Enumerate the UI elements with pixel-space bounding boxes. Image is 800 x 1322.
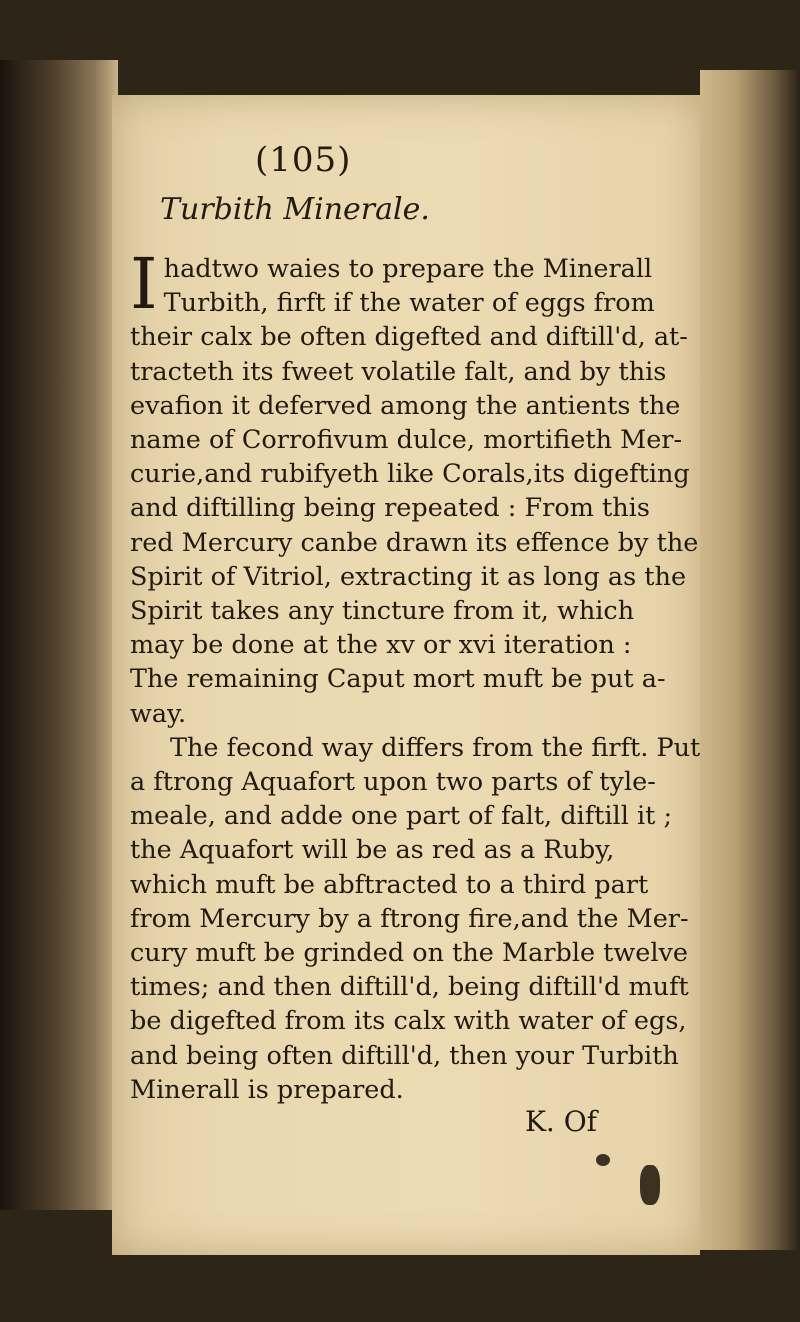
text-line: may be done at the xv or xvi iteration : bbox=[130, 630, 632, 661]
text-line: and diftilling being repeated : From this bbox=[130, 493, 650, 524]
text-line: Minerall is prepared. bbox=[130, 1074, 404, 1105]
right-book-edge bbox=[700, 70, 800, 1250]
text-line: red Mercury canbe drawn its effence by the bbox=[130, 527, 699, 558]
text-line: Turbith, firft if the water of eggs from bbox=[163, 288, 655, 319]
text-line: tracteth its fweet volatile falt, and by this bbox=[130, 356, 667, 387]
text-line: a ftrong Aquafort upon two parts of tyle- bbox=[130, 767, 656, 798]
ink-blot bbox=[640, 1165, 660, 1205]
text-line: The remaining Caput mort muft be put a- bbox=[130, 664, 666, 695]
body-text bbox=[130, 243, 701, 1107]
text-line: and being often diftill'd, then your Turbith bbox=[130, 1040, 679, 1071]
text-line: from Mercury by a ftrong fire,and the Mer- bbox=[130, 903, 689, 934]
catchword: K. Of bbox=[525, 1105, 598, 1138]
text-line: Spirit takes any tincture from it, which bbox=[130, 596, 635, 627]
paragraph-1 bbox=[130, 243, 699, 731]
paragraph-2 bbox=[130, 731, 701, 1107]
text-line: way. bbox=[130, 698, 187, 729]
text-line: The fecond way differs from the firft. Put bbox=[170, 732, 701, 763]
page-number: (105) bbox=[255, 140, 352, 180]
page-heading: Turbith Minerale. bbox=[160, 192, 430, 227]
text-line: curie,and rubifyeth like Corals,its digefting bbox=[130, 459, 690, 490]
drop-cap: I bbox=[130, 243, 158, 325]
text-line: be digefted from its calx with water of egs, bbox=[130, 1006, 687, 1037]
text-line: the Aquafort will be as red as a Ruby, bbox=[130, 835, 615, 866]
left-book-edge bbox=[0, 60, 118, 1210]
text-line: Spirit of Vitriol, extracting it as long as the bbox=[130, 561, 687, 592]
text-line: meale, and adde one part of falt, diftill it ; bbox=[130, 801, 673, 832]
text-line: hadtwo waies to prepare the Minerall bbox=[163, 254, 653, 284]
text-line: name of Corrofivum dulce, mortifieth Mer- bbox=[130, 425, 683, 456]
text-line: which muft be abftracted to a third part bbox=[130, 869, 649, 900]
text-line: times; and then diftill'd, being diftill'd muft bbox=[130, 972, 689, 1003]
ink-blot bbox=[596, 1154, 610, 1166]
text-line: their calx be often digefted and diftill'd, at- bbox=[130, 322, 688, 353]
text-line: cury muft be grinded on the Marble twelve bbox=[130, 938, 688, 969]
text-line: evafion it deferved among the antients the bbox=[130, 390, 681, 421]
